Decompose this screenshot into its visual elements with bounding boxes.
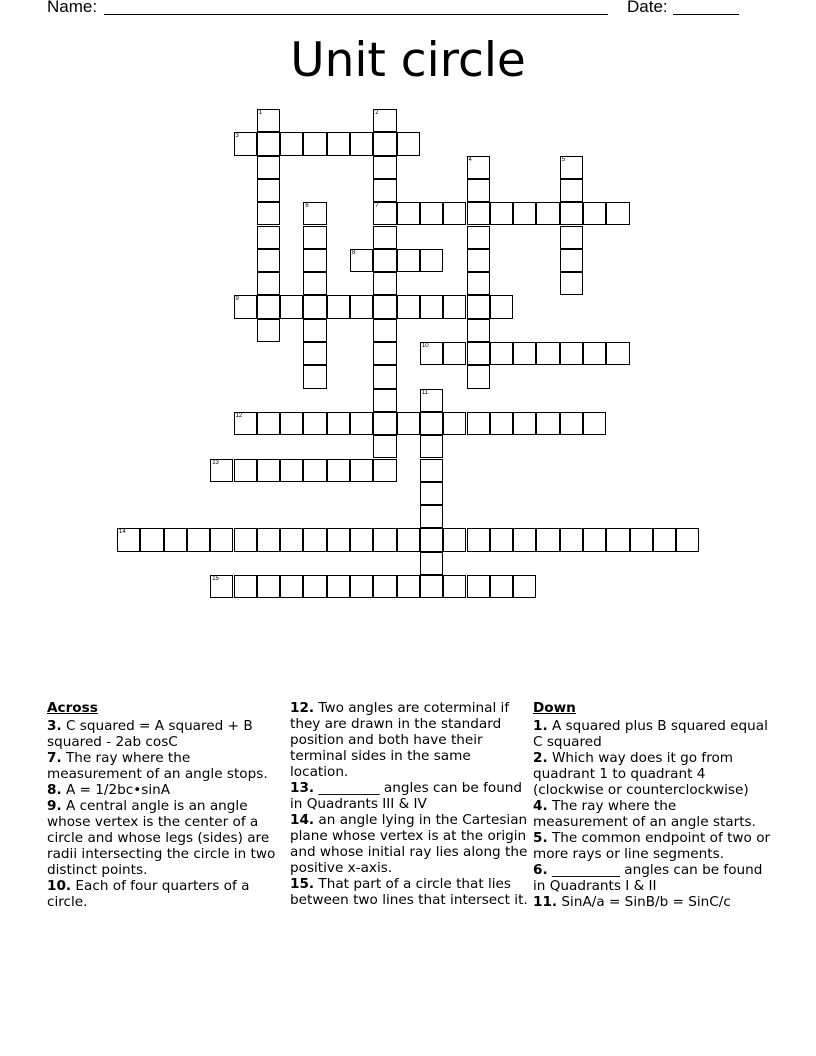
clue-number: 3 — [235, 133, 239, 140]
grid-cell[interactable] — [280, 528, 303, 551]
across-clue — [290, 876, 528, 908]
grid-cell[interactable] — [560, 528, 583, 551]
grid-cell[interactable] — [420, 412, 443, 435]
down-clue — [533, 894, 773, 910]
grid-cell[interactable] — [373, 109, 396, 132]
grid-cell[interactable] — [560, 179, 583, 202]
clue-number: 6. — [533, 862, 548, 878]
clue-number: 14. — [290, 812, 315, 828]
grid-cell[interactable] — [467, 575, 490, 598]
grid-cell[interactable] — [373, 156, 396, 179]
grid-cell[interactable] — [513, 575, 536, 598]
down-heading: Down — [533, 700, 576, 716]
grid-cell[interactable] — [467, 156, 490, 179]
grid-cell[interactable] — [513, 342, 536, 365]
clue-number: 11. — [533, 894, 558, 910]
page-title: Unit circle — [290, 33, 526, 88]
grid-cell[interactable] — [583, 342, 606, 365]
grid-cell[interactable] — [467, 249, 490, 272]
grid-cell[interactable] — [467, 272, 490, 295]
grid-cell[interactable] — [536, 342, 559, 365]
grid-cell[interactable] — [257, 179, 280, 202]
grid-cell[interactable] — [373, 319, 396, 342]
clue-text: SinA/a = SinB/b = SinC/c — [561, 894, 731, 910]
grid-cell[interactable] — [397, 528, 420, 551]
grid-cell[interactable] — [420, 575, 443, 598]
grid-cell[interactable] — [420, 249, 443, 272]
clue-text: __________ angles can be found in Quadrants I & II — [533, 862, 763, 894]
grid-cell[interactable] — [303, 412, 326, 435]
clue-text: Each of four quarters of a circle. — [47, 878, 250, 910]
grid-cell[interactable] — [443, 528, 466, 551]
down-clues-column — [533, 700, 773, 910]
grid-cell[interactable] — [443, 295, 466, 318]
clue-text: The common endpoint of two or more rays or line segments. — [533, 830, 771, 862]
grid-cell[interactable] — [653, 528, 676, 551]
grid-cell[interactable] — [280, 575, 303, 598]
grid-cell[interactable] — [303, 528, 326, 551]
grid-cell[interactable] — [373, 272, 396, 295]
across-heading: Across — [47, 700, 98, 716]
grid-cell[interactable] — [490, 295, 513, 318]
grid-cell[interactable] — [280, 412, 303, 435]
grid-cell[interactable] — [420, 202, 443, 225]
grid-cell[interactable] — [560, 156, 583, 179]
grid-cell[interactable] — [467, 202, 490, 225]
clue-text: Two angles are coterminal if they are drawn in the standard position and both have their terminal sides in the same location. — [290, 700, 510, 780]
grid-cell[interactable] — [397, 575, 420, 598]
clue-number: 2 — [375, 110, 379, 116]
grid-cell[interactable] — [373, 132, 396, 155]
grid-cell[interactable] — [467, 179, 490, 202]
grid-cell[interactable] — [443, 412, 466, 435]
grid-cell[interactable] — [234, 528, 257, 551]
clue-text: _________ angles can be found in Quadrants III & IV — [290, 780, 523, 812]
grid-cell[interactable] — [513, 528, 536, 551]
clue-text: That part of a circle that lies between two lines that intersect it. — [290, 876, 528, 908]
grid-cell[interactable] — [303, 226, 326, 249]
grid-cell[interactable] — [513, 202, 536, 225]
grid-cell[interactable] — [327, 295, 350, 318]
grid-cell[interactable] — [373, 249, 396, 272]
grid-cell[interactable] — [280, 295, 303, 318]
grid-cell[interactable] — [397, 295, 420, 318]
grid-cell[interactable] — [350, 295, 373, 318]
grid-cell[interactable] — [513, 412, 536, 435]
grid-cell[interactable] — [583, 202, 606, 225]
grid-cell[interactable] — [117, 528, 140, 551]
clue-number: 15. — [290, 876, 315, 892]
clue-number: 4 — [468, 156, 472, 163]
grid-cell[interactable] — [303, 295, 326, 318]
clue-number: 9 — [235, 296, 239, 303]
grid-cell[interactable] — [373, 459, 396, 482]
grid-cell[interactable] — [536, 528, 559, 551]
grid-cell[interactable] — [467, 319, 490, 342]
grid-cell[interactable] — [350, 132, 373, 155]
grid-cell[interactable] — [560, 226, 583, 249]
across-clues-column-2 — [290, 700, 528, 908]
clue-text: C squared = A squared + B squared - 2ab cosC — [47, 718, 253, 750]
grid-cell[interactable] — [257, 132, 280, 155]
grid-cell[interactable] — [350, 528, 373, 551]
grid-cell[interactable] — [373, 226, 396, 249]
grid-cell[interactable] — [303, 202, 326, 225]
grid-cell[interactable] — [373, 365, 396, 388]
grid-cell[interactable] — [280, 132, 303, 155]
grid-cell[interactable] — [303, 365, 326, 388]
grid-cell[interactable] — [303, 319, 326, 342]
clue-number: 2. — [533, 750, 548, 766]
grid-cell[interactable] — [397, 202, 420, 225]
clue-text: Which way does it go from quadrant 1 to quadrant 4 (clockwise or counterclockwise) — [533, 750, 749, 798]
clue-number: 15 — [212, 576, 219, 582]
grid-cell[interactable] — [560, 412, 583, 435]
clue-number: 7 — [375, 203, 379, 210]
clue-number: 12. — [290, 700, 315, 716]
clue-number: 8 — [352, 249, 356, 256]
grid-cell[interactable] — [257, 412, 280, 435]
grid-cell[interactable] — [443, 202, 466, 225]
down-clue — [533, 718, 773, 750]
clue-number: 3. — [47, 718, 62, 734]
grid-cell[interactable] — [373, 412, 396, 435]
grid-cell[interactable] — [467, 365, 490, 388]
clue-number: 14 — [119, 529, 126, 536]
grid-cell[interactable] — [257, 528, 280, 551]
grid-cell[interactable] — [420, 389, 443, 412]
clue-number: 8. — [47, 782, 62, 798]
clue-number: 5 — [561, 156, 566, 163]
grid-cell[interactable] — [257, 575, 280, 598]
grid-cell[interactable] — [606, 202, 629, 225]
grid-cell[interactable] — [210, 575, 233, 598]
across-clue — [290, 812, 528, 876]
grid-cell[interactable] — [536, 412, 559, 435]
clue-number: 5. — [533, 830, 548, 846]
grid-cell[interactable] — [467, 226, 490, 249]
grid-cell[interactable] — [467, 528, 490, 551]
down-clue — [533, 798, 773, 830]
grid-cell[interactable] — [303, 249, 326, 272]
clue-number: 12 — [235, 412, 243, 419]
down-clue — [533, 830, 773, 862]
grid-cell[interactable] — [303, 132, 326, 155]
grid-cell[interactable] — [257, 459, 280, 482]
grid-cell[interactable] — [187, 528, 210, 551]
grid-cell[interactable] — [490, 412, 513, 435]
across-clue — [47, 782, 282, 798]
date-label: Date: — [627, 0, 668, 16]
grid-cell[interactable] — [257, 319, 280, 342]
grid-cell[interactable] — [350, 412, 373, 435]
clue-number: 10 — [421, 343, 429, 349]
grid-cell[interactable] — [560, 202, 583, 225]
grid-cell[interactable] — [210, 459, 233, 482]
grid-cell[interactable] — [257, 272, 280, 295]
across-clues-column-1 — [47, 700, 282, 910]
clue-text: The ray where the measurement of an angle starts. — [533, 798, 756, 830]
grid-cell[interactable] — [397, 249, 420, 272]
name-label: Name: — [47, 0, 98, 16]
grid-cell[interactable] — [350, 459, 373, 482]
grid-cell[interactable] — [420, 482, 443, 505]
grid-cell[interactable] — [420, 435, 443, 458]
grid-cell[interactable] — [420, 459, 443, 482]
grid-cell[interactable] — [327, 459, 350, 482]
grid-cell[interactable] — [630, 528, 653, 551]
grid-cell[interactable] — [210, 528, 233, 551]
grid-cell[interactable] — [234, 295, 257, 318]
grid-cell[interactable] — [420, 552, 443, 575]
clue-text: The ray where the measurement of an angle stops. — [47, 750, 268, 782]
grid-cell[interactable] — [373, 528, 396, 551]
grid-cell[interactable] — [467, 412, 490, 435]
grid-cell[interactable] — [676, 528, 699, 551]
grid-cell[interactable] — [490, 528, 513, 551]
clue-number: 11 — [421, 389, 429, 396]
grid-cell[interactable] — [606, 342, 629, 365]
clue-text: an angle lying in the Cartesian plane whose vertex is at the origin and whose initial ray lies along the positive x-axis. — [290, 812, 528, 876]
grid-cell[interactable] — [373, 435, 396, 458]
grid-cell[interactable] — [583, 528, 606, 551]
clue-number: 13. — [290, 780, 315, 796]
grid-cell[interactable] — [397, 412, 420, 435]
across-clue — [290, 780, 528, 812]
clue-number: 6 — [305, 203, 309, 210]
clue-text: A central angle is an angle whose vertex is the center of a circle and whose legs (sides) are radii intersecting the circle in two distinct points. — [47, 798, 276, 878]
grid-cell[interactable] — [560, 342, 583, 365]
grid-cell[interactable] — [303, 575, 326, 598]
clue-number: 7. — [47, 750, 62, 766]
grid-cell[interactable] — [490, 202, 513, 225]
clue-number: 4. — [533, 798, 548, 814]
grid-cell[interactable] — [303, 272, 326, 295]
grid-cell[interactable] — [280, 459, 303, 482]
down-clue — [533, 862, 773, 894]
across-clue — [47, 750, 282, 782]
across-clue — [47, 798, 282, 878]
grid-cell[interactable] — [490, 575, 513, 598]
grid-cell[interactable] — [373, 389, 396, 412]
grid-cell[interactable] — [560, 272, 583, 295]
grid-cell[interactable] — [257, 156, 280, 179]
grid-cell[interactable] — [397, 132, 420, 155]
grid-cell[interactable] — [257, 295, 280, 318]
grid-cell[interactable] — [373, 202, 396, 225]
across-clue — [47, 878, 282, 910]
grid-cell[interactable] — [303, 459, 326, 482]
grid-cell[interactable] — [234, 132, 257, 155]
grid-cell[interactable] — [257, 109, 280, 132]
grid-cell[interactable] — [606, 528, 629, 551]
grid-cell[interactable] — [257, 202, 280, 225]
grid-cell[interactable] — [234, 459, 257, 482]
clue-number: 13 — [212, 459, 219, 466]
clue-number: 1. — [533, 718, 548, 734]
grid-cell[interactable] — [560, 249, 583, 272]
across-clue — [47, 718, 282, 750]
grid-cell[interactable] — [420, 528, 443, 551]
grid-cell[interactable] — [140, 528, 163, 551]
grid-cell[interactable] — [327, 412, 350, 435]
grid-cell[interactable] — [467, 295, 490, 318]
grid-cell[interactable] — [420, 505, 443, 528]
grid-cell[interactable] — [490, 342, 513, 365]
grid-cell[interactable] — [373, 575, 396, 598]
clue-number: 9. — [47, 798, 62, 814]
grid-cell[interactable] — [536, 202, 559, 225]
grid-cell[interactable] — [234, 412, 257, 435]
grid-cell[interactable] — [257, 226, 280, 249]
grid-cell[interactable] — [164, 528, 187, 551]
grid-cell[interactable] — [420, 295, 443, 318]
grid-cell[interactable] — [467, 342, 490, 365]
grid-cell[interactable] — [327, 132, 350, 155]
clue-number: 10. — [47, 878, 72, 894]
grid-cell[interactable] — [350, 249, 373, 272]
grid-cell[interactable] — [327, 575, 350, 598]
grid-cell[interactable] — [234, 575, 257, 598]
grid-cell[interactable] — [350, 575, 373, 598]
grid-cell[interactable] — [303, 342, 326, 365]
clue-text: A squared plus B squared equal C squared — [533, 718, 768, 750]
across-clue — [290, 700, 528, 780]
grid-cell[interactable] — [327, 528, 350, 551]
clue-text: A = 1/2bc•sinA — [65, 782, 171, 798]
grid-cell[interactable] — [257, 249, 280, 272]
grid-cell[interactable] — [373, 342, 396, 365]
down-clue — [533, 750, 773, 798]
grid-cell[interactable] — [373, 295, 396, 318]
grid-cell[interactable] — [583, 412, 606, 435]
grid-cell[interactable] — [443, 342, 466, 365]
clue-number: 1 — [258, 110, 263, 116]
grid-cell[interactable] — [373, 179, 396, 202]
grid-cell[interactable] — [443, 575, 466, 598]
grid-cell[interactable] — [420, 342, 443, 365]
